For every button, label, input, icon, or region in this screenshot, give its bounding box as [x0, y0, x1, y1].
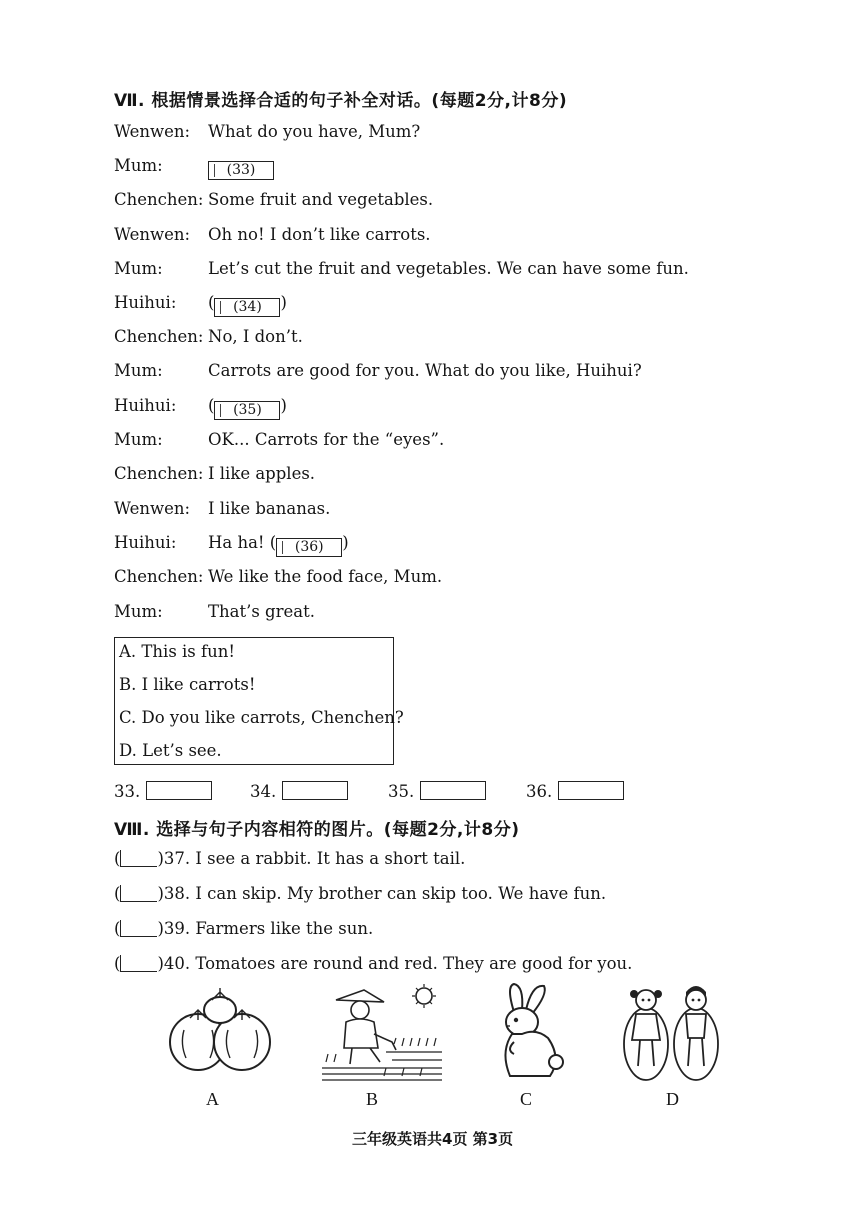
option-d: D. Let’s see.	[119, 741, 222, 760]
utterance	[208, 119, 420, 145]
utterance	[208, 256, 689, 282]
speaker: Mum:	[114, 430, 163, 449]
open-paren: (	[114, 954, 121, 973]
utterance-text: That’s great.	[208, 602, 315, 621]
options-box	[114, 637, 404, 765]
answer-blank[interactable]	[120, 955, 157, 972]
utterance-text: I like apples.	[208, 464, 316, 483]
utterance-text: What do you have, Mum?	[208, 122, 421, 141]
utterance	[208, 427, 444, 453]
option-c: C. Do you like carrots, Chenchen?	[119, 708, 404, 727]
answer-blank-34[interactable]: (34)	[214, 298, 280, 317]
answer-box[interactable]	[146, 781, 212, 800]
answer-slot-34	[250, 780, 348, 804]
utterance	[208, 187, 433, 213]
open-paren: (	[114, 919, 121, 938]
answer-slot-label: 34.	[250, 782, 277, 801]
question-text: )39. Farmers like the sun.	[157, 919, 374, 938]
question-39	[114, 917, 373, 941]
picture-label-d: D	[666, 1089, 679, 1109]
utterance-text: We like the food face, Mum.	[208, 567, 443, 586]
children-skipping-icon	[612, 982, 732, 1082]
question-text: )40. Tomatoes are round and red. They are good for you.	[157, 954, 633, 973]
close-paren: )	[342, 533, 349, 552]
open-paren: (	[114, 884, 121, 903]
picture-label-b: B	[366, 1089, 379, 1109]
speaker: Huihui:	[114, 533, 177, 552]
speaker: Chenchen:	[114, 327, 204, 346]
answer-slot-33	[114, 780, 212, 804]
option-b: B. I like carrots!	[119, 675, 256, 694]
question-text: )38. I can skip. My brother can skip too. We have fun.	[157, 884, 607, 903]
picture-label-c: C	[520, 1089, 533, 1109]
speaker: Huihui:	[114, 396, 177, 415]
answer-blank[interactable]	[120, 885, 157, 902]
utterance-text: No, I don’t.	[208, 327, 303, 346]
speaker: Chenchen:	[114, 190, 204, 209]
utterance	[208, 530, 349, 557]
speaker: Wenwen:	[114, 499, 191, 518]
speaker: Huihui:	[114, 293, 177, 312]
answer-slot-label: 35.	[388, 782, 415, 801]
utterance-text: OK... Carrots for the “eyes”.	[208, 430, 445, 449]
option-a: A. This is fun!	[119, 642, 236, 661]
answer-slot-label: 33.	[114, 782, 141, 801]
speaker: Mum:	[114, 361, 163, 380]
utterance	[208, 153, 274, 180]
speaker: Mum:	[114, 602, 163, 621]
utterance	[208, 358, 642, 384]
close-paren: )	[280, 293, 287, 312]
section-8-heading: Ⅷ. 选择与句子内容相符的图片。(每题2分,计8分)	[114, 820, 520, 840]
answer-blank[interactable]	[120, 850, 157, 867]
close-paren: )	[280, 396, 287, 415]
utterance	[208, 599, 315, 625]
answer-blank[interactable]	[120, 920, 157, 937]
utterance	[208, 496, 330, 522]
answer-box[interactable]	[558, 781, 624, 800]
answer-slot-36	[526, 780, 624, 804]
utterance-text: Carrots are good for you. What do you like, Huihui?	[208, 361, 642, 380]
utterance-text: Ha ha! (	[208, 533, 277, 552]
picture-label-a: A	[206, 1089, 219, 1109]
answer-blank-33[interactable]: (33)	[208, 161, 274, 180]
utterance	[208, 290, 287, 317]
utterance-text: I like bananas.	[208, 499, 331, 518]
utterance-text: Some fruit and vegetables.	[208, 190, 434, 209]
question-37	[114, 847, 465, 871]
utterance	[208, 564, 442, 590]
answer-blank-36[interactable]: (36)	[276, 538, 342, 557]
utterance-text: Let’s cut the fruit and vegetables. We can have some fun.	[208, 259, 689, 278]
question-40	[114, 952, 632, 976]
speaker: Wenwen:	[114, 122, 191, 141]
utterance	[208, 324, 303, 350]
open-paren: (	[114, 849, 121, 868]
page-footer: 三年级英语共4页 第3页	[352, 1130, 514, 1148]
utterance	[208, 222, 431, 248]
utterance-text: Oh no! I don’t like carrots.	[208, 225, 431, 244]
rabbit-icon	[470, 982, 590, 1082]
speaker: Mum:	[114, 259, 163, 278]
answer-slot-label: 36.	[526, 782, 553, 801]
answer-slot-35	[388, 780, 486, 804]
open-paren: (	[208, 293, 215, 312]
farmer-sun-icon	[322, 982, 442, 1082]
answer-blank-35[interactable]: (35)	[214, 401, 280, 420]
speaker: Mum:	[114, 156, 163, 175]
utterance	[208, 393, 287, 420]
speaker: Wenwen:	[114, 225, 191, 244]
question-38	[114, 882, 606, 906]
answer-box[interactable]	[420, 781, 486, 800]
answer-box[interactable]	[282, 781, 348, 800]
tomatoes-icon	[160, 982, 280, 1082]
open-paren: (	[208, 396, 215, 415]
speaker: Chenchen:	[114, 464, 204, 483]
utterance	[208, 461, 315, 487]
speaker: Chenchen:	[114, 567, 204, 586]
section-7-heading: Ⅶ. 根据情景选择合适的句子补全对话。(每题2分,计8分)	[114, 91, 568, 111]
question-text: )37. I see a rabbit. It has a short tail.	[157, 849, 466, 868]
